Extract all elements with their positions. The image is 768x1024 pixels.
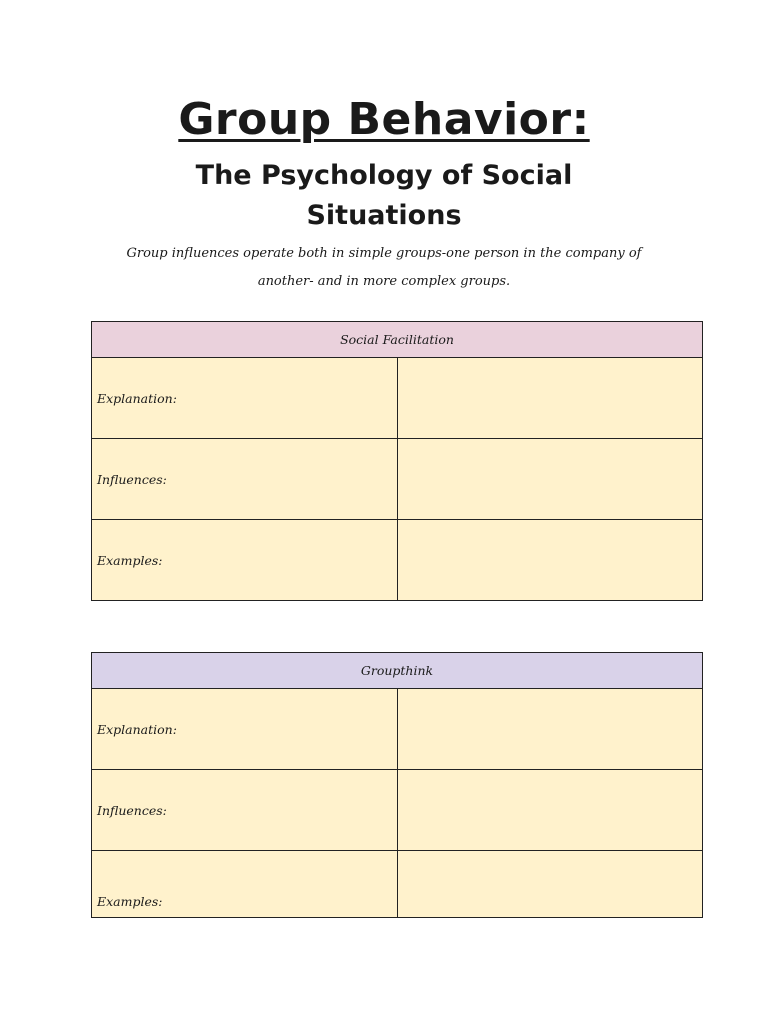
table-row [92,520,703,601]
row-label-influences: Influences: [92,439,398,520]
answer-cell-examples[interactable] [397,851,703,918]
answer-cell-influences[interactable] [397,439,703,520]
table-row [92,439,703,520]
intro-text: Group influences operate both in simple groups-one person in the company of another- and in more complex groups. [126,246,642,289]
answer-cell-influences[interactable] [397,770,703,851]
answer-cell-explanation[interactable] [397,689,703,770]
row-label-examples: Examples: [92,851,398,918]
row-label-explanation: Explanation: [92,689,398,770]
row-label-explanation: Explanation: [92,358,398,439]
table-row [92,851,703,918]
row-label-examples: Examples: [92,520,398,601]
table-heading: Social Facilitation [92,322,703,358]
table-row [92,358,703,439]
table-row [92,770,703,851]
groupthink-table [91,652,703,918]
social-facilitation-table [91,321,703,601]
row-label-influences: Influences: [92,770,398,851]
table-row [92,689,703,770]
answer-cell-examples[interactable] [397,520,703,601]
table-heading: Groupthink [92,653,703,689]
page-subtitle: The Psychology of Social Situations [195,160,573,231]
answer-cell-explanation[interactable] [397,358,703,439]
page-title: Group Behavior: [178,94,590,145]
